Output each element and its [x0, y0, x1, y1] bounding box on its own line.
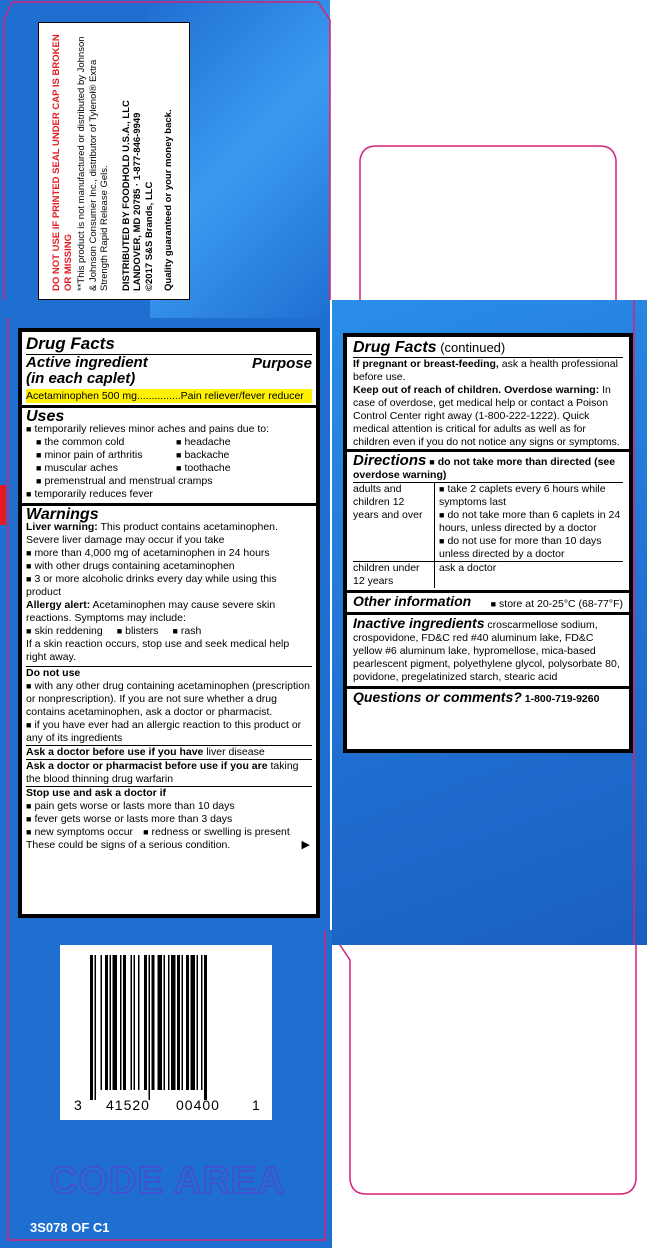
do-not-use-item: ■ if you have ever had an allergic reaction to this product or any of its ingredients	[26, 719, 312, 745]
guarantee-text: Quality guaranteed or your money back.	[163, 109, 174, 291]
barcode-bar	[204, 955, 207, 1100]
adults-item: ■ take 2 caplets every 6 hours while symptoms last	[439, 483, 623, 509]
barcode-bar	[110, 955, 112, 1090]
top-label-box	[38, 22, 190, 300]
barcode-left-digit: 3	[74, 1097, 82, 1113]
code-area-label: CODE AREA	[50, 1160, 286, 1202]
drug-facts-continued-title: Drug Facts	[353, 339, 437, 356]
barcode-right-digit: 1	[252, 1097, 260, 1113]
do-not-use-section	[26, 666, 312, 745]
barcode-bar	[191, 955, 196, 1090]
barcode-bar	[186, 955, 189, 1090]
allergy-alert: Allergy alert: Acetaminophen may cause severe skin reactions. Symptoms may include:	[26, 599, 276, 624]
barcode-bar	[197, 955, 199, 1090]
stop-item: ■ redness or swelling is present	[143, 826, 290, 839]
continued-label: (continued)	[436, 340, 506, 355]
stop-use-heading: Stop use and ask a doctor if	[26, 787, 167, 799]
disclaimer-text: **This product is not manufactured or distributed by Johnson & Johnson Consumer Inc., distributor of Tylenol® Extra Strength Rapid Release Gels.	[76, 36, 110, 291]
children-label: children under 12 years	[353, 561, 435, 588]
drug-facts-left	[18, 328, 320, 918]
uses-last: ■ temporarily reduces fever	[26, 488, 312, 501]
barcode-bar	[95, 955, 97, 1100]
liver-item: ■ with other drugs containing acetaminophen	[26, 560, 312, 573]
barcode-bar	[152, 955, 155, 1090]
allergy-item: ■ skin reddening	[26, 625, 103, 638]
directions-note: ■ do not take more than directed (see overdose warning)	[353, 456, 615, 481]
adults-item: ■ do not use for more than 10 days unless directed by a doctor	[439, 535, 623, 561]
liver-item: ■ 3 or more alcoholic drinks every day while using this product	[26, 573, 312, 599]
stop-use-section	[26, 786, 312, 852]
barcode-bar	[177, 955, 180, 1090]
barcode-bar	[105, 955, 108, 1090]
questions-heading: Questions or comments?	[353, 689, 522, 705]
other-info-section	[347, 590, 629, 612]
barcode-bar	[182, 955, 184, 1090]
barcode-bar	[164, 955, 166, 1090]
in-each-caplet: (in each caplet)	[26, 370, 136, 387]
warnings-heading: Warnings	[26, 506, 99, 523]
stop-item: ■ new symptoms occur	[26, 826, 133, 839]
use-item: ■ premenstrual and menstrual cramps	[26, 475, 312, 488]
seal-warning: DO NOT USE IF PRINTED SEAL UNDER CAP IS BROKEN OR MISSING	[51, 34, 74, 291]
barcode-box	[60, 945, 272, 1120]
inactive-heading: Inactive ingredients	[353, 615, 485, 631]
uses-section	[22, 405, 316, 503]
drug-facts-title: Drug Facts	[26, 334, 115, 353]
use-item: ■ toothache	[176, 462, 296, 475]
adults-label: adults and children 12 years and over	[353, 483, 435, 561]
allergy-after: If a skin reaction occurs, stop use and seek medical help right away.	[26, 638, 290, 663]
questions-phone: 1-800-719-9260	[521, 693, 600, 705]
barcode-bar	[149, 955, 151, 1100]
copyright-text: ©2017 S&S Brands, LLC	[143, 181, 155, 291]
barcode-bar	[90, 955, 93, 1100]
drug-facts-right	[343, 333, 633, 753]
inactive-text: croscarmellose sodium, crospovidone, FD&C red #40 aluminum lake, FD&C yellow #6 aluminum lake, hypromellose, mica-based pearlescent pigment, polyethylene glycol, polysorbate 80, povidone, pregelatinized starch, stearic acid	[353, 619, 620, 683]
ask-doctor: Ask a doctor before use if you have liver disease	[26, 745, 312, 759]
directions-section	[347, 449, 629, 590]
adults-item: ■ do not take more than 6 caplets in 24 hours, unless directed by a doctor	[439, 509, 623, 535]
purpose-heading: Purpose	[251, 355, 312, 372]
barcode-left-group: 41520	[106, 1097, 150, 1113]
top-label-text	[51, 33, 175, 291]
barcode-bar	[168, 955, 170, 1090]
children-text: ask a doctor	[435, 561, 623, 588]
stop-last: These could be signs of a serious condition.	[26, 839, 231, 851]
barcode-bar	[123, 955, 126, 1090]
use-item: ■ backache	[176, 449, 296, 462]
barcode-bar	[120, 955, 122, 1090]
barcode-bar	[144, 955, 147, 1090]
barcode-bar	[158, 955, 163, 1090]
barcode-bar	[113, 955, 118, 1090]
continue-arrow-icon: ▶	[301, 839, 310, 851]
use-item: ■ muscular aches	[36, 462, 176, 475]
use-item: ■ minor pain of arthritis	[36, 449, 176, 462]
uses-heading: Uses	[26, 408, 65, 425]
barcode-bar	[201, 955, 203, 1090]
stop-item: ■ fever gets worse or lasts more than 3 days	[26, 813, 312, 826]
directions-heading: Directions	[353, 452, 427, 469]
liver-item: ■ more than 4,000 mg of acetaminophen in 24 hours	[26, 547, 312, 560]
barcode-bar	[134, 955, 136, 1090]
bottom-code: 3S078 OF C1	[30, 1220, 110, 1235]
barcode-bar	[101, 955, 103, 1090]
questions-section	[347, 686, 629, 708]
active-ingredient-heading: Active ingredient	[26, 354, 148, 371]
pregnancy-section	[353, 357, 623, 449]
inactive-section	[347, 612, 629, 686]
barcode-bar	[138, 955, 140, 1090]
other-info-text: ■ store at 20-25°C (68-77°F)	[491, 598, 623, 611]
ingredient-line: Acetaminophen 500 mg...............Pain reliever/fever reducer	[26, 389, 312, 403]
do-not-use-item: ■ with any other drug containing acetaminophen (prescription or nonprescription). If you are not sure whether a drug contains acetaminophen, ask a doctor or pharmacist.	[26, 680, 312, 719]
barcode-right-group: 00400	[176, 1097, 220, 1113]
distributor-text: DISTRIBUTED BY FOODHOLD U.S.A., LLC	[120, 100, 132, 291]
uses-intro: ■ temporarily relieves minor aches and pains due to:	[26, 423, 312, 436]
use-item: ■ headache	[176, 436, 296, 449]
allergy-item: ■ rash	[172, 625, 201, 638]
warnings-section	[22, 503, 316, 666]
keep-out-of-reach: Keep out of reach of children. Overdose warning: In case of overdose, get medical help or contact a Poison Control Center right away (1-800-222-1222). Quick medical attention is critical for adults as well as for children even if you do not notice any signs or symptoms.	[353, 384, 620, 448]
ask-pharmacist: Ask a doctor or pharmacist before use if you are taking the blood thinning drug warfarin	[26, 759, 312, 786]
barcode-bar	[131, 955, 133, 1090]
other-info-heading: Other information	[353, 593, 472, 609]
address-text: LANDOVER, MD 20785 · 1-877-846-9949	[132, 112, 143, 291]
stop-item: ■ pain gets worse or lasts more than 10 days	[26, 800, 312, 813]
allergy-item: ■ blisters	[117, 625, 159, 638]
liver-warning: Liver warning: This product contains acetaminophen. Severe liver damage may occur if you take	[26, 521, 278, 546]
use-item: ■ the common cold	[36, 436, 176, 449]
do-not-use-heading: Do not use	[26, 667, 81, 679]
pregnancy-warning: If pregnant or breast-feeding, ask a health professional before use.	[353, 358, 618, 383]
barcode-bar	[171, 955, 176, 1090]
barcode-bars	[90, 955, 240, 1100]
